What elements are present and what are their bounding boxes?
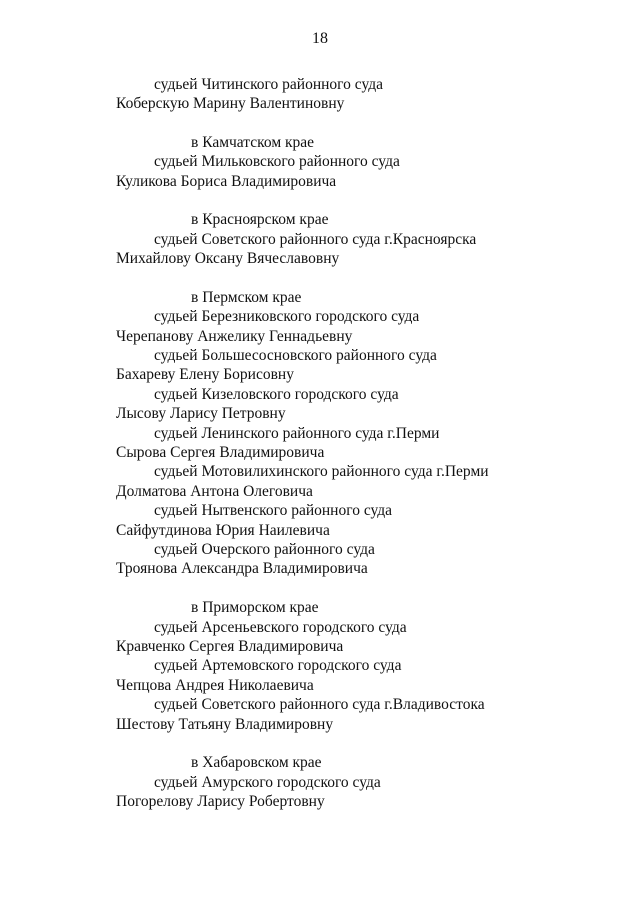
judge-name: Сырова Сергея Владимировича xyxy=(116,444,325,461)
page-number: 18 xyxy=(312,30,328,47)
judge-name: Коберскую Марину Валентиновну xyxy=(116,95,345,112)
region-heading: в Камчатском крае xyxy=(191,134,315,151)
court-position: судьей Советского районного суда г.Красноярска xyxy=(154,231,477,248)
judge-name: Чепцова Андрея Николаевича xyxy=(116,677,314,694)
court-position: судьей Очерского районного суда xyxy=(154,541,375,558)
court-position: судьей Артемовского городского суда xyxy=(154,657,402,674)
court-position: судьей Ленинского районного суда г.Перми xyxy=(154,425,440,442)
court-position: судьей Амурского городского суда xyxy=(154,774,381,791)
court-position: судьей Нытвенского районного суда xyxy=(154,502,393,519)
judge-name: Черепанову Анжелику Геннадьевну xyxy=(116,328,353,345)
court-position: судьей Березниковского городского суда xyxy=(154,308,420,325)
judge-name: Михайлову Оксану Вячеславовну xyxy=(116,250,340,267)
region-heading: в Красноярском крае xyxy=(191,211,329,228)
court-position: судьей Кизеловского городского суда xyxy=(154,386,399,403)
judge-name: Шестову Татьяну Владимировну xyxy=(116,716,334,733)
region-heading: в Пермском крае xyxy=(191,289,302,306)
judge-name: Кравченко Сергея Владимировича xyxy=(116,638,344,655)
court-position: судьей Мильковского районного суда xyxy=(154,153,400,170)
court-position: судьей Мотовилихинского районного суда г.Перми xyxy=(154,463,489,480)
judge-name: Лысову Ларису Петровну xyxy=(116,405,286,422)
judge-name: Сайфутдинова Юрия Наилевича xyxy=(116,522,330,539)
court-position: судьей Читинского районного суда xyxy=(154,76,383,93)
judge-name: Погорелову Ларису Робертовну xyxy=(116,793,325,810)
court-position: судьей Большесосновского районного суда xyxy=(154,347,437,364)
judge-name: Троянова Александра Владимировича xyxy=(116,560,368,577)
court-position: судьей Советского районного суда г.Владивостока xyxy=(154,696,485,713)
court-position: судьей Арсеньевского городского суда xyxy=(154,619,407,636)
judge-name: Долматова Антона Олеговича xyxy=(116,483,313,500)
region-heading: в Приморском крае xyxy=(191,599,319,616)
region-heading: в Хабаровском крае xyxy=(191,754,322,771)
judge-name: Бахареву Елену Борисовну xyxy=(116,366,294,383)
judge-name: Куликова Бориса Владимировича xyxy=(116,173,337,190)
